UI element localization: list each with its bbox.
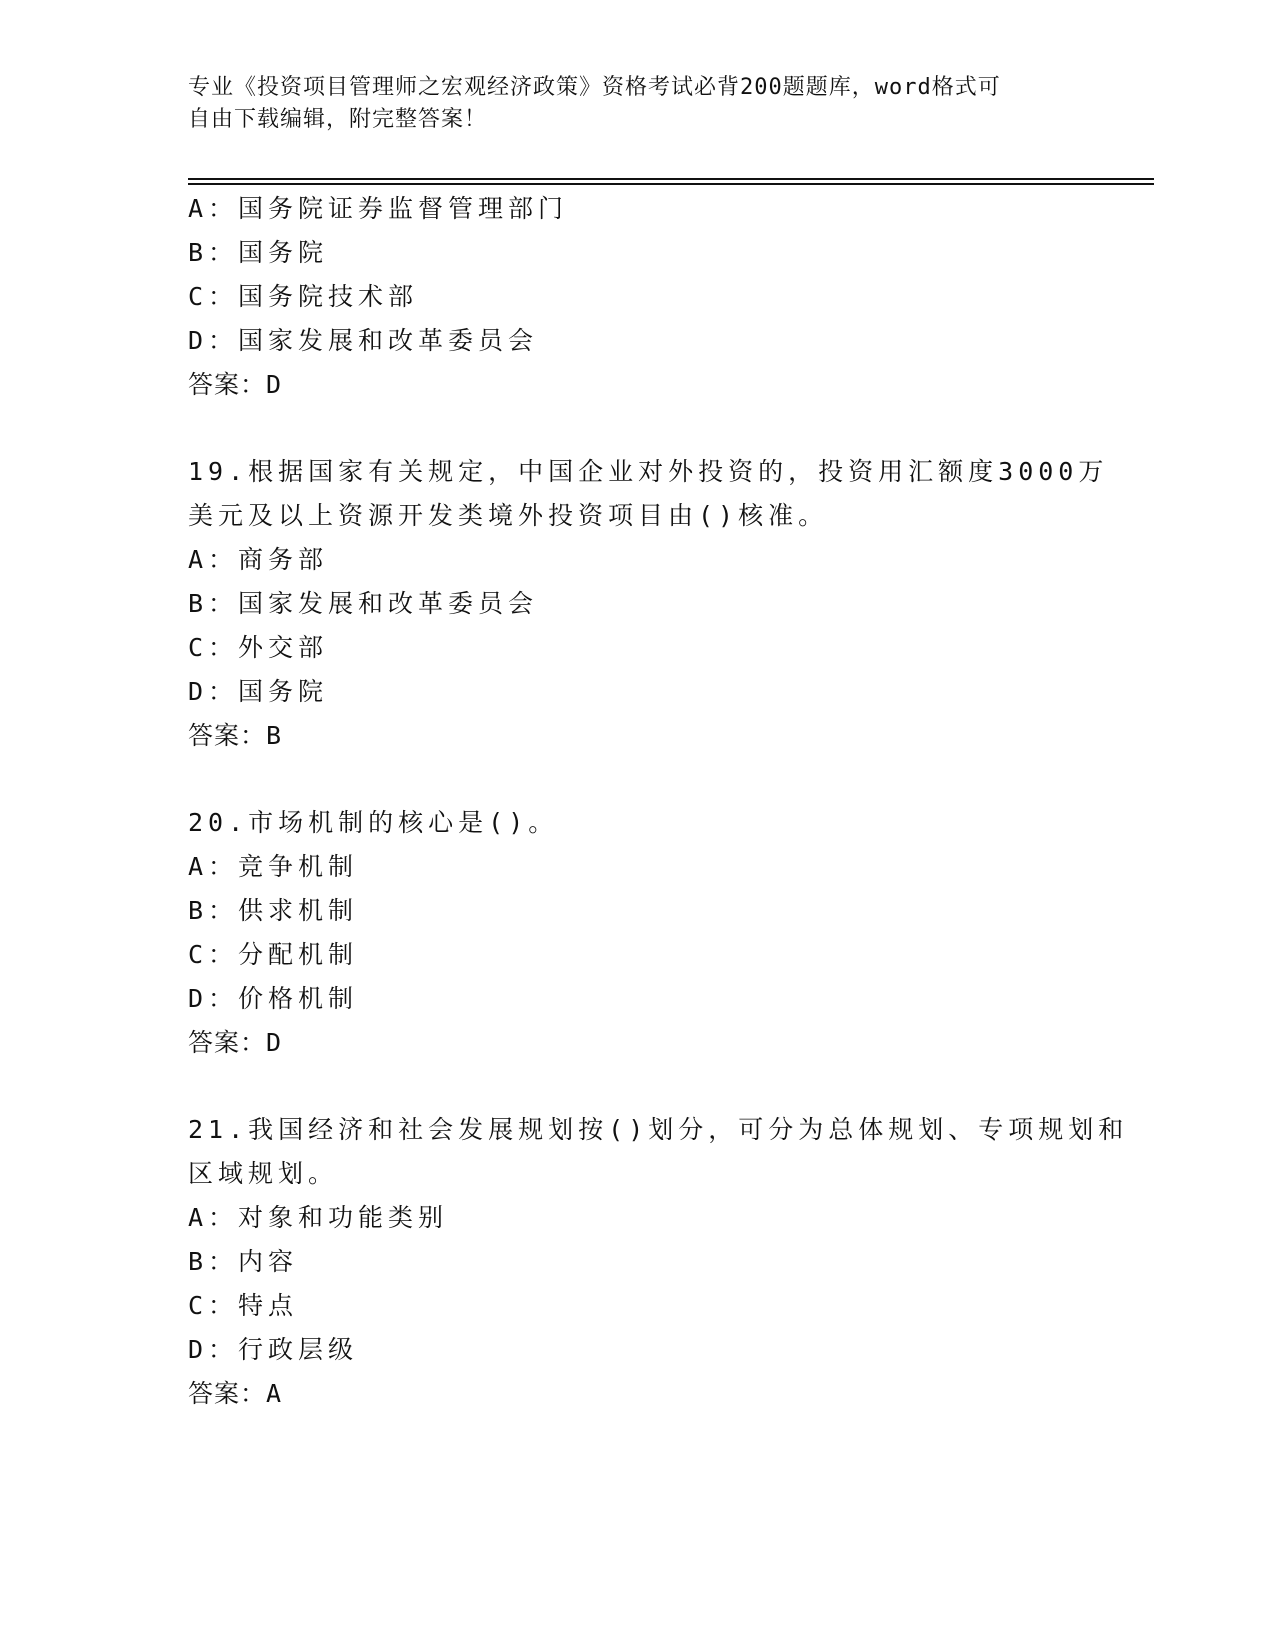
q19-option-b: B：国家发展和改革委员会 [188, 589, 539, 618]
q21-stem-line-2: 区域规划。 [188, 1159, 339, 1188]
q20-option-c: C：分配机制 [188, 940, 359, 969]
q20-option-a: A：竞争机制 [188, 852, 359, 881]
q18-answer: 答案：D [188, 370, 283, 399]
header-divider-top [188, 178, 1154, 180]
header-divider-bottom [188, 183, 1154, 185]
document-header [188, 72, 1068, 136]
q19-stem-line-2: 美元及以上资源开发类境外投资项目由()核准。 [188, 501, 829, 530]
q19-option-a: A：商务部 [188, 545, 329, 574]
q18-option-b: B：国务院 [188, 238, 329, 267]
q18-option-c: C：国务院技术部 [188, 282, 419, 311]
q21-option-b: B：内容 [188, 1247, 299, 1276]
q20-answer: 答案：D [188, 1028, 283, 1057]
q18-option-a: A：国务院证券监督管理部门 [188, 194, 569, 223]
q19-answer: 答案：B [188, 721, 283, 750]
header-line-1: 专业《投资项目管理师之宏观经济政策》资格考试必背200题题库，word格式可 [188, 75, 1001, 100]
q19-option-c: C：外交部 [188, 633, 329, 662]
q18-option-d: D：国家发展和改革委员会 [188, 326, 539, 355]
q21-option-c: C：特点 [188, 1291, 299, 1320]
q21-option-d: D：行政层级 [188, 1335, 359, 1364]
q20-stem-line-1: 20.市场机制的核心是()。 [188, 808, 559, 837]
q19-option-d: D：国务院 [188, 677, 329, 706]
q20-option-b: B：供求机制 [188, 896, 359, 925]
q21-stem-line-1: 21.我国经济和社会发展规划按()划分，可分为总体规划、专项规划和 [188, 1115, 1129, 1144]
q21-answer: 答案：A [188, 1379, 283, 1408]
q21-option-a: A：对象和功能类别 [188, 1203, 449, 1232]
q20-option-d: D：价格机制 [188, 984, 359, 1013]
q19-stem-line-1: 19.根据国家有关规定，中国企业对外投资的，投资用汇额度3000万 [188, 457, 1109, 486]
header-line-2: 自由下载编辑，附完整答案！ [188, 107, 488, 132]
